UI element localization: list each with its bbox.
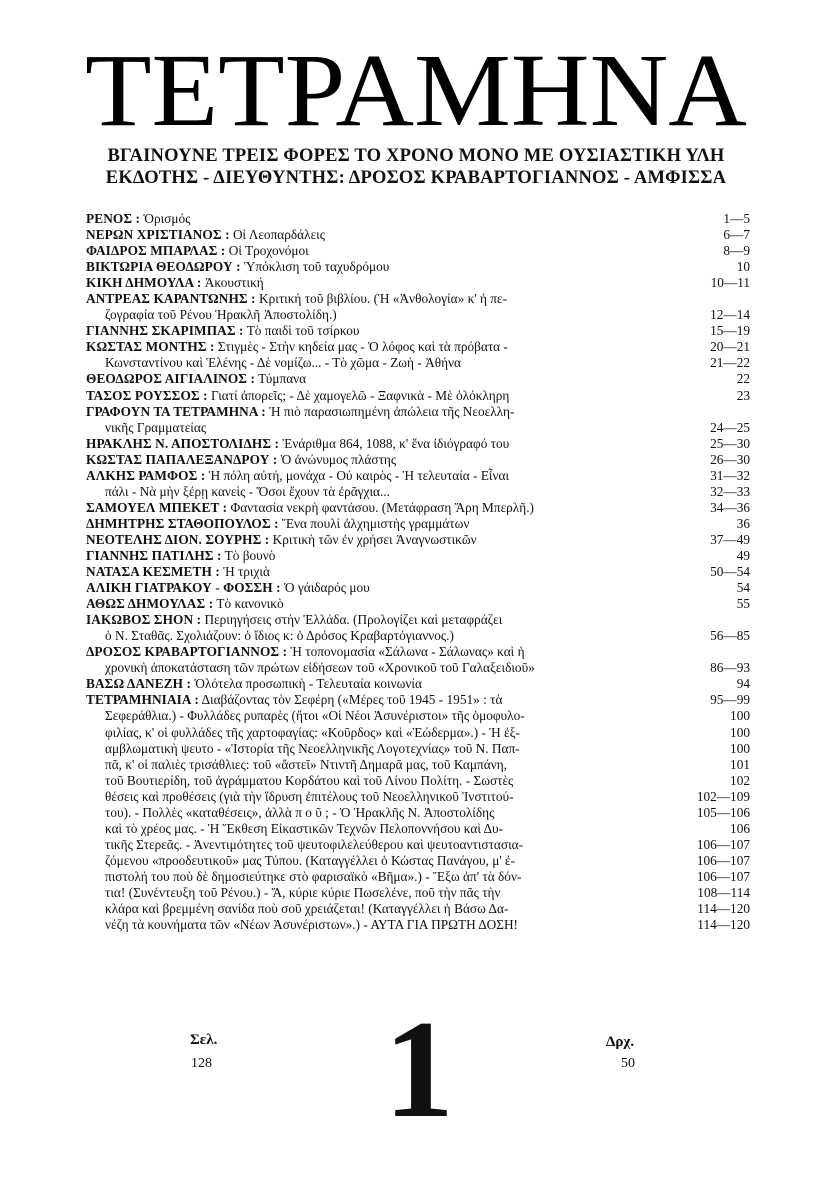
toc-page-range: 86—93 bbox=[710, 660, 750, 676]
toc-author: ΔΗΜΗΤΡΗΣ ΣΤΑΘΟΠΟΥΛΟΣ : bbox=[86, 515, 279, 531]
toc-author: ΤΕΤΡΑΜΗΝΙΑΙΑ : bbox=[86, 692, 199, 708]
toc-author: ΑΘΩΣ ΔΗΜΟΥΛΑΣ : bbox=[86, 596, 214, 612]
toc-title: Ἡ πόλη αὐτή, μονάχα - Οὐ καιρὸς - Ἡ τελευταία - Εἶναι bbox=[208, 467, 510, 483]
toc-line-text bbox=[86, 596, 696, 612]
toc-line bbox=[86, 692, 750, 708]
toc-line bbox=[86, 484, 750, 500]
toc-page-range: 114—120 bbox=[697, 917, 750, 933]
toc-line-text bbox=[86, 516, 696, 532]
toc-title: νικῆς Γραμματείας bbox=[105, 419, 207, 435]
toc-title: Ὁλότελα προσωπικὴ - Τελευταία κοινωνία bbox=[194, 676, 422, 692]
toc-entry bbox=[86, 227, 750, 243]
masthead-text: ΤΕΤΡΑΜΗΝΑ bbox=[85, 45, 747, 127]
toc-line-text bbox=[86, 452, 696, 468]
toc-title: Κριτική τοῦ βιβλίου. (Ἡ «Ἀνθολογία» κ' ἡ πε- bbox=[259, 291, 507, 307]
toc-line-text bbox=[86, 789, 687, 805]
toc-line bbox=[86, 211, 750, 227]
toc-entry bbox=[86, 291, 750, 323]
toc-page-range: 106 bbox=[730, 820, 750, 836]
toc-author: ΗΡΑΚΛΗΣ Ν. ΑΠΟΣΤΟΛΙΔΗΣ : bbox=[86, 435, 280, 451]
toc-title: Ἕνα πουλὶ ἀλχημιστὴς γραμμάτων bbox=[281, 515, 470, 531]
toc-line-text bbox=[86, 644, 696, 660]
toc-author: ΝΕΡΩΝ ΧΡΙΣΤΙΑΝΟΣ : bbox=[86, 227, 230, 243]
toc-page-range: 106—107 bbox=[696, 868, 750, 884]
masthead-title bbox=[82, 45, 750, 127]
toc-page-range: 22 bbox=[736, 371, 750, 387]
toc-author: ΦΑΙΔΡΟΣ ΜΠΑΡΛΑΣ : bbox=[86, 243, 226, 259]
toc-line bbox=[86, 580, 750, 596]
toc-author: ΚΩΣΤΑΣ ΜΟΝΤΗΣ : bbox=[86, 339, 215, 355]
toc-line bbox=[86, 725, 750, 741]
toc-title: Σεφεράθλια.) - Φυλλάδες ρυπαρὲς (ἤτοι «Οἱ Νέοι Ἀσυνέριστοι» τῆς ὁμοφυλο- bbox=[105, 708, 525, 724]
toc-page-range: 100 bbox=[730, 708, 750, 724]
publication-tagline: ΒΓΑΙΝΟΥΝΕ ΤΡΕΙΣ ΦΟΡΕΣ ΤΟ ΧΡΟΝΟ ΜΟΝΟ ΜΕ ΟΥΣΙΑΣΤΙΚΗ ΥΛΗ bbox=[107, 146, 725, 166]
toc-page-range: 55 bbox=[736, 596, 750, 612]
toc-page-range: 37—49 bbox=[710, 531, 750, 547]
toc-author: ΓΙΑΝΝΗΣ ΠΑΤΙΛΗΣ : bbox=[86, 547, 222, 563]
toc-line bbox=[86, 516, 750, 532]
toc-line-text bbox=[86, 339, 696, 355]
toc-page-range: 26—30 bbox=[710, 451, 750, 467]
toc-line bbox=[86, 885, 750, 901]
toc-line bbox=[86, 275, 750, 291]
toc-page-range: 10 bbox=[736, 259, 750, 275]
toc-entry bbox=[86, 548, 750, 564]
toc-page-range: 32—33 bbox=[710, 483, 750, 499]
toc-entry bbox=[86, 211, 750, 227]
toc-line-text bbox=[86, 275, 696, 291]
toc-line-text bbox=[86, 532, 696, 548]
toc-entry bbox=[86, 532, 750, 548]
toc-page-range: 102—109 bbox=[696, 788, 750, 804]
toc-page-range: 105—106 bbox=[696, 804, 750, 820]
toc-line-text bbox=[86, 420, 696, 436]
toc-entry bbox=[86, 404, 750, 436]
toc-line bbox=[86, 805, 750, 821]
toc-line bbox=[86, 644, 750, 660]
toc-author: ΡΕΝΟΣ : bbox=[86, 211, 141, 226]
toc-title: πάλι - Νὰ μὴν ξέρῃ κανεὶς - Ὅσοι ἔχουν τὰ ἐρᾶγχια... bbox=[105, 483, 390, 499]
toc-line bbox=[86, 323, 750, 339]
toc-title: Ἐνάριθμα 864, 1088, κ' ἕνα ἰδιόγραφό του bbox=[282, 435, 510, 451]
toc-line-text bbox=[86, 821, 696, 837]
toc-line bbox=[86, 901, 750, 917]
toc-line-text bbox=[86, 580, 696, 596]
toc-title: Φαντασία νεκρὴ φαντάσου. (Μετάφραση Ἄρη Μπερλῆ.) bbox=[230, 499, 534, 515]
toc-title: Τύμπανα bbox=[258, 371, 307, 387]
toc-line bbox=[86, 596, 750, 612]
toc-title: Ὁ γάιδαρός μου bbox=[284, 580, 370, 596]
toc-entry bbox=[86, 243, 750, 259]
toc-title: τια! (Συνέντευξη τοῦ Ρένου.) - Ἄ, κύριε κύριε Πωσελένε, ποῦ τὴν πᾶς τὴν bbox=[105, 884, 501, 900]
toc-page-range: 106—107 bbox=[696, 852, 750, 868]
toc-line bbox=[86, 243, 750, 259]
toc-title: Ἀκουστική bbox=[204, 275, 264, 291]
toc-title: ζόμενου «προοδευτικοῦ» μας Τύπου. (Καταγγέλλει ὁ Κώστας Πανάγου, μ' ἐ- bbox=[105, 852, 516, 868]
toc-title: φιλίας, κ' οἱ φυλλάδες τῆς χαρτοφαγίας: «Κοῦρδος» καὶ «Ἐώδερμα».) - Ἡ ἐξ- bbox=[105, 724, 520, 740]
toc-line-text bbox=[86, 805, 687, 821]
table-of-contents bbox=[86, 211, 750, 933]
toc-title: Ὑπόκλιση τοῦ ταχυδρόμου bbox=[243, 259, 390, 275]
toc-author: ΑΛΙΚΗ ΓΙΑΤΡΑΚΟΥ - ΦΟΣΣΗ : bbox=[86, 580, 281, 596]
toc-line bbox=[86, 259, 750, 275]
toc-author: ΣΑΜΟΥΕΛ ΜΠΕΚΕΤ : bbox=[86, 499, 228, 515]
toc-line bbox=[86, 708, 750, 724]
toc-title: Ἡ τριχιὰ bbox=[223, 564, 270, 580]
toc-page-range: 108—114 bbox=[697, 884, 750, 900]
toc-line bbox=[86, 628, 750, 644]
toc-line bbox=[86, 436, 750, 452]
toc-title: Περιηγήσεις στὴν Ἑλλάδα. (Προλογίζει καὶ μεταφράζει bbox=[204, 612, 503, 628]
toc-title: Τὸ παιδὶ τοῦ τσίρκου bbox=[246, 323, 360, 339]
toc-page-range: 50—54 bbox=[710, 564, 750, 580]
toc-line-text bbox=[86, 404, 696, 420]
toc-page-range: 100 bbox=[730, 724, 750, 740]
toc-line bbox=[86, 371, 750, 387]
toc-line bbox=[86, 869, 750, 885]
toc-line-text bbox=[86, 837, 687, 853]
toc-title: θέσεις καὶ προθέσεις (γιὰ τὴν ἵδρυση ἐπιτέλους τοῦ Νεοελληνικοῦ Ἰνστιτού- bbox=[105, 788, 514, 804]
toc-line-text bbox=[86, 741, 696, 757]
toc-page-range: 114—120 bbox=[697, 901, 750, 917]
toc-entry bbox=[86, 500, 750, 516]
toc-title: Κριτικὴ τῶν ἐν χρήσει Ἀναγνωστικῶν bbox=[272, 531, 477, 547]
toc-page-range: 24—25 bbox=[710, 419, 750, 435]
toc-title: Κωνσταντίνου καὶ Ἑλένης - Δὲ νομίζω... - Τὸ χῶμα - Ζωὴ - Ἀθήνα bbox=[105, 355, 461, 371]
toc-line bbox=[86, 773, 750, 789]
toc-line-text bbox=[86, 869, 687, 885]
toc-line-text bbox=[86, 757, 696, 773]
toc-title: κλάρα καὶ βρεμμένη σανίδα ποὺ σοῦ χρειάζεται! (Καταγγέλλει ἡ Βάσω Δα- bbox=[105, 901, 509, 917]
toc-line-text bbox=[86, 725, 696, 741]
toc-page-range: 15—19 bbox=[710, 323, 750, 339]
toc-entry bbox=[86, 580, 750, 596]
toc-page-range: 12—14 bbox=[710, 307, 750, 323]
toc-line bbox=[86, 789, 750, 805]
toc-author: ΔΡΟΣΟΣ ΚΡΑΒΑΡΤΟΓΙΑΝΝΟΣ : bbox=[86, 644, 288, 660]
toc-line-text bbox=[86, 307, 696, 323]
toc-author: ΓΡΑΦΟΥΝ ΤΑ ΤΕΤΡΑΜΗΝΑ : bbox=[86, 403, 266, 419]
toc-title: Ὁρισμός bbox=[143, 211, 191, 226]
toc-page-range: 21—22 bbox=[710, 355, 750, 371]
toc-line-text bbox=[86, 917, 687, 933]
toc-page-range: 101 bbox=[730, 756, 750, 772]
toc-entry bbox=[86, 596, 750, 612]
toc-entry bbox=[86, 644, 750, 676]
toc-line-text bbox=[86, 628, 696, 644]
toc-author: ΝΕΟΤΕΛΗΣ ΔΙΟΝ. ΣΟΥΡΗΣ : bbox=[86, 531, 270, 547]
toc-line-text bbox=[86, 436, 696, 452]
toc-page-range: 95—99 bbox=[710, 692, 750, 708]
toc-line bbox=[86, 307, 750, 323]
toc-page-range: 102 bbox=[730, 772, 750, 788]
toc-author: ΑΝΤΡΕΑΣ ΚΑΡΑΝΤΩΝΗΣ : bbox=[86, 291, 256, 307]
toc-page-range: 34—36 bbox=[710, 499, 750, 515]
publisher-line: ΕΚΔΟΤΗΣ - ΔΙΕΥΘΥΝΤΗΣ: ΔΡΟΣΟΣ ΚΡΑΒΑΡΤΟΓΙΑΝΝΟΣ - ΑΜΦΙΣΣΑ bbox=[105, 168, 727, 188]
toc-line bbox=[86, 532, 750, 548]
toc-line-text bbox=[86, 676, 696, 692]
toc-line-text bbox=[86, 692, 696, 708]
toc-title: Οἱ Τροχονόμοι bbox=[228, 243, 309, 259]
toc-line bbox=[86, 500, 750, 516]
toc-line-text bbox=[86, 853, 687, 869]
toc-line-text bbox=[86, 500, 696, 516]
toc-entry bbox=[86, 676, 750, 692]
toc-line-text bbox=[86, 484, 696, 500]
toc-entry bbox=[86, 323, 750, 339]
toc-author: ΝΑΤΑΣΑ ΚΕΣΜΕΤΗ : bbox=[86, 564, 220, 580]
toc-line bbox=[86, 420, 750, 436]
toc-entry bbox=[86, 339, 750, 371]
toc-page-range: 94 bbox=[736, 676, 750, 692]
toc-title: χρονικὴ ἀποκατάσταση τῶν πρώτων εἰδήσεων τοῦ «Χρονικοῦ τοῦ Γαλαξειδιοῦ» bbox=[105, 660, 535, 676]
toc-page-range: 23 bbox=[736, 387, 750, 403]
toc-title: αμβλωματικὴ ψευτο - «Ἱστορία τῆς Νεοελληνικῆς Λογοτεχνίας» τοῦ Ν. Παπ- bbox=[105, 740, 520, 756]
toc-entry bbox=[86, 436, 750, 452]
toc-entry bbox=[86, 452, 750, 468]
toc-title: πιστολή του ποὺ δὲ δημοσιεύτηκε στὸ φαρισαϊκὸ «Βῆμα».) - Ἔξω ἀπ' τὰ δόν- bbox=[105, 868, 522, 884]
toc-line-text bbox=[86, 211, 696, 227]
toc-line bbox=[86, 388, 750, 404]
toc-line-text bbox=[86, 371, 696, 387]
toc-line-text bbox=[86, 388, 696, 404]
toc-title: του). - Πολλὲς «καταθέσεις», ἀλλὰ π ο ῦ ; - Ὁ Ἡρακλῆς Ν. Ἀποστολίδης bbox=[105, 804, 495, 820]
toc-entry bbox=[86, 388, 750, 404]
toc-title: πᾶ, κ' οἱ παλιὲς τρισάθλιες: τοῦ «ἄστεῖ» Ντιντῆ Δημαρᾶ μας, τοῦ Καμπάνη, bbox=[105, 756, 507, 772]
toc-line bbox=[86, 291, 750, 307]
toc-author: ΓΙΑΝΝΗΣ ΣΚΑΡΙΜΠΑΣ : bbox=[86, 323, 244, 339]
toc-title: Γιατί ἀπορεῖς; - Δὲ χαμογελῶ - Ξαφνικὰ - Μὲ ὁλόκληρη bbox=[210, 387, 510, 403]
toc-page-range: 20—21 bbox=[710, 339, 750, 355]
toc-line-text bbox=[86, 773, 696, 789]
toc-page-range: 25—30 bbox=[710, 435, 750, 451]
toc-line-text bbox=[86, 708, 696, 724]
toc-page-range: 54 bbox=[736, 580, 750, 596]
toc-line-text bbox=[86, 564, 696, 580]
toc-author: ΘΕΟΔΩΡΟΣ ΑΙΓΙΑΛΙΝΟΣ : bbox=[86, 371, 256, 387]
toc-title: νέζη τὰ κουνήματα τῶν «Νέων Ἀσυνέριστων».) - ΑΥΤΑ ΓΙΑ ΠΡΩΤΗ ΔΟΣΗ! bbox=[105, 917, 518, 933]
price-value: 50 bbox=[621, 1056, 635, 1071]
toc-line-text bbox=[86, 243, 696, 259]
toc-line bbox=[86, 757, 750, 773]
toc-author: ΒΙΚΤΩΡΙΑ ΘΕΟΔΩΡΟΥ : bbox=[86, 259, 241, 275]
toc-line-text bbox=[86, 660, 696, 676]
toc-author: ΤΑΣΟΣ ΡΟΥΣΣΟΣ : bbox=[86, 387, 208, 403]
toc-author: ΙΑΚΩΒΟΣ ΣΗΟΝ : bbox=[86, 612, 202, 628]
toc-line bbox=[86, 741, 750, 757]
toc-line bbox=[86, 227, 750, 243]
toc-line-text bbox=[86, 323, 696, 339]
toc-line-text bbox=[86, 468, 696, 484]
toc-title: ζογραφία τοῦ Ρένου Ἡρακλῆ Ἀποστολίδη.) bbox=[105, 307, 337, 323]
toc-line bbox=[86, 917, 750, 933]
toc-author: ΒΑΣΩ ΔΑΝΕΖΗ : bbox=[86, 676, 192, 692]
toc-line bbox=[86, 339, 750, 355]
toc-line-text bbox=[86, 548, 696, 564]
toc-page-range: 106—107 bbox=[696, 836, 750, 852]
price-label: Δρχ. bbox=[606, 1034, 635, 1050]
toc-author: ΚΩΣΤΑΣ ΠΑΠΑΛΕΞΑΝΔΡΟΥ : bbox=[86, 451, 278, 467]
toc-line bbox=[86, 468, 750, 484]
toc-title: Ἡ τοπονομασία «Σάλωνα - Σάλωνας» καὶ ἡ bbox=[290, 644, 525, 660]
toc-line bbox=[86, 837, 750, 853]
toc-entry bbox=[86, 259, 750, 275]
toc-line bbox=[86, 404, 750, 420]
pages-label: Σελ. bbox=[190, 1032, 218, 1048]
toc-entry bbox=[86, 564, 750, 580]
toc-line bbox=[86, 452, 750, 468]
pages-count: 128 bbox=[191, 1056, 212, 1071]
toc-title: Τὸ βουνὸ bbox=[224, 547, 276, 563]
toc-line-text bbox=[86, 901, 687, 917]
toc-author: ΚΙΚΗ ΔΗΜΟΥΛΑ : bbox=[86, 275, 202, 291]
toc-title: τικῆς Στερεᾶς. - Ἀνεντιμότητες τοῦ ψευτοφιλελεύθερου καὶ ψευτοαντιστασια- bbox=[105, 836, 524, 852]
issue-number: 1 bbox=[384, 992, 454, 1147]
toc-line bbox=[86, 564, 750, 580]
toc-title: καὶ τὸ χρέος μας. - Ἡ Ἔκθεση Εἰκαστικῶν Τεχνῶν Πελοποννήσου καὶ Δυ- bbox=[105, 820, 504, 836]
toc-entry bbox=[86, 275, 750, 291]
toc-line-text bbox=[86, 612, 696, 628]
toc-page-range: 49 bbox=[736, 547, 750, 563]
toc-author: ΑΛΚΗΣ ΡΑΜΦΟΣ : bbox=[86, 467, 206, 483]
toc-entry bbox=[86, 371, 750, 387]
toc-line-text bbox=[86, 291, 696, 307]
toc-title: ὁ Ν. Σταθᾶς. Σχολιάζουν: ὁ ἴδιος κ: ὁ Δρόσος Κραβαρτόγιαννος.) bbox=[105, 628, 454, 644]
toc-line-text bbox=[86, 227, 696, 243]
toc-line bbox=[86, 355, 750, 371]
toc-page-range: 36 bbox=[736, 515, 750, 531]
toc-page-range: 56—85 bbox=[710, 628, 750, 644]
toc-title: Στιγμὲς - Στὴν κηδεία μας - Ὁ λόφος καὶ τὰ πρόβατα - bbox=[217, 339, 508, 355]
toc-entry bbox=[86, 516, 750, 532]
toc-entry bbox=[86, 468, 750, 500]
toc-title: τοῦ Βουτιερίδη, τοῦ ἀγράμματου Κορδάτου καὶ τοῦ Λίνου Πολίτη. - Σωστὲς bbox=[105, 772, 514, 788]
toc-title: Οἱ Λεοπαρδάλεις bbox=[232, 227, 326, 243]
toc-page-range: 100 bbox=[730, 740, 750, 756]
toc-title: Ὁ ἀνώνυμος πλάστης bbox=[280, 451, 397, 467]
toc-title: Διαβάζοντας τὸν Σεφέρη («Μέρες τοῦ 1945 - 1951» : τὰ bbox=[201, 692, 503, 708]
toc-line bbox=[86, 660, 750, 676]
toc-entry bbox=[86, 612, 750, 644]
toc-line-text bbox=[86, 885, 687, 901]
toc-title: Τὸ κανονικὸ bbox=[216, 596, 284, 612]
toc-line bbox=[86, 548, 750, 564]
toc-page-range: 1—5 bbox=[723, 211, 750, 226]
toc-page-range: 8—9 bbox=[723, 243, 750, 259]
toc-entry bbox=[86, 692, 750, 933]
toc-page-range: 10—11 bbox=[710, 275, 750, 291]
toc-page-range: 31—32 bbox=[710, 467, 750, 483]
toc-line bbox=[86, 676, 750, 692]
toc-line-text bbox=[86, 355, 696, 371]
toc-line-text bbox=[86, 259, 696, 275]
toc-page-range: 6—7 bbox=[723, 227, 750, 243]
toc-line bbox=[86, 853, 750, 869]
toc-title: Ἡ πιὸ παρασιωπημένη ἀπώλεια τῆς Νεοελλη- bbox=[269, 403, 515, 419]
toc-line bbox=[86, 612, 750, 628]
toc-line bbox=[86, 821, 750, 837]
